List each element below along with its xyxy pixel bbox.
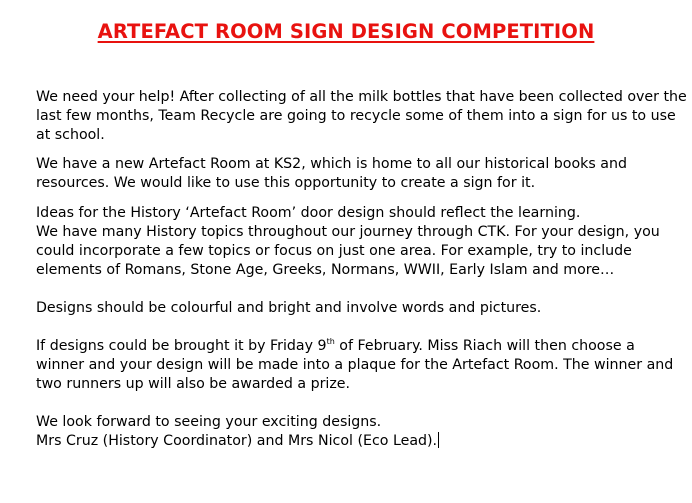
text-line: Designs should be colourful and bright and involve words and pictures. [36,300,542,316]
text-cursor [438,432,439,448]
closing-paragraph [36,413,664,451]
deadline-text-end: of February. Miss Riach will then choose a [334,338,635,354]
text-line: We need your help! After collecting of all the milk bottles that have been collected over the [36,89,687,105]
text-line: resources. We would like to use this opportunity to create a sign for it. [36,175,536,191]
document-body [36,88,687,451]
text-line: We have a new Artefact Room at KS2, which is home to all our historical books and [36,156,627,172]
deadline-paragraph [36,337,674,394]
artefact-room-paragraph [36,155,664,193]
ordinal-suffix: th [326,337,335,346]
text-line: two runners up will also be awarded a prize. [36,376,351,392]
document-title: ARTEFACT ROOM SIGN DESIGN COMPETITION [97,20,595,43]
text-line: elements of Romans, Stone Age, Greeks, Normans, WWII, Early Islam and more… [36,262,615,278]
text-line: We have many History topics throughout our journey through CTK. For your design, you [36,224,660,240]
text-line [36,337,664,356]
designs-paragraph [36,299,664,318]
text-line: could incorporate a few topics or focus on just one area. For example, try to include [36,243,632,259]
deadline-text-start: If designs could be brought it by Friday 9 [36,338,327,354]
text-line: Ideas for the History ‘Artefact Room’ door design should reflect the learning. [36,205,581,221]
signature-line[interactable] [36,432,664,451]
text-line: last few months, Team Recycle are going to recycle some of them into a sign for us to use [36,108,676,124]
intro-paragraph [36,88,687,145]
ideas-paragraph [36,204,664,280]
signature-text: Mrs Cruz (History Coordinator) and Mrs Nicol (Eco Lead). [36,433,438,449]
text-line: at school. [36,127,105,143]
text-line: We look forward to seeing your exciting designs. [36,414,382,430]
text-line: winner and your design will be made into a plaque for the Artefact Room. The winner and [36,357,674,373]
